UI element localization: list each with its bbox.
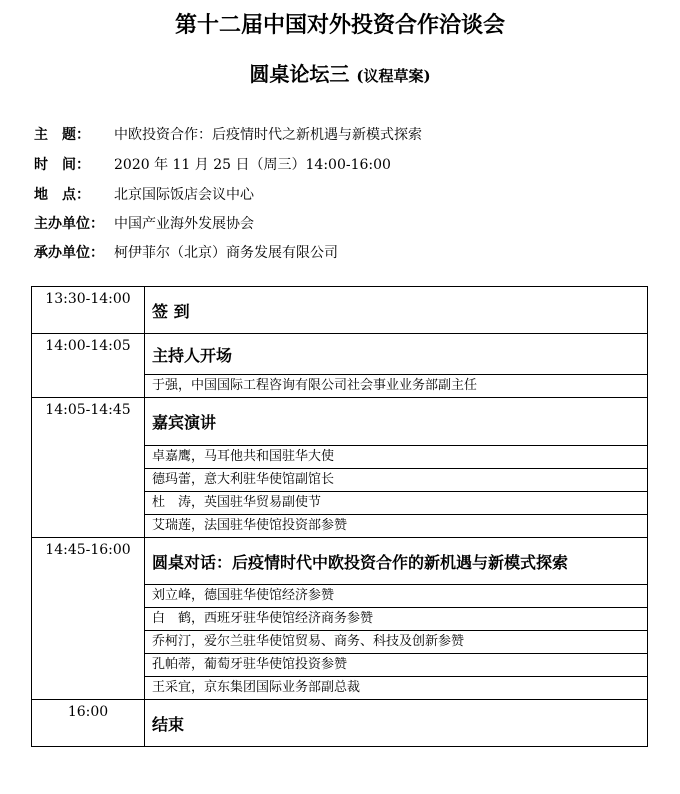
session-title: 签 到 <box>145 287 648 334</box>
table-row <box>32 287 648 334</box>
info-label: 承办单位： <box>34 245 104 261</box>
table-row <box>32 538 648 585</box>
session-title: 圆桌对话：后疫情时代中欧投资合作的新机遇与新模式探索 <box>145 538 648 585</box>
table-row <box>32 334 648 375</box>
info-row-time <box>34 155 391 175</box>
info-label: 时 间： <box>34 157 90 173</box>
speaker-cell: 乔柯汀，爱尔兰驻华使馆贸易、商务、科技及创新参赞 <box>145 631 648 654</box>
info-row-theme <box>34 125 422 145</box>
time-cell: 16:00 <box>32 700 145 747</box>
speaker-cell: 孔帕蒂，葡萄牙驻华使馆投资参赞 <box>145 654 648 677</box>
time-cell: 14:45-16:00 <box>32 538 145 700</box>
time-cell: 13:30-14:00 <box>32 287 145 334</box>
info-row-organizer <box>34 243 338 263</box>
agenda-table <box>31 286 648 747</box>
speaker-cell: 艾瑞莲，法国驻华使馆投资部参赞 <box>145 515 648 538</box>
info-value: 北京国际饭店会议中心 <box>114 187 254 203</box>
info-value: 2020 年 11 月 25 日（周三）14:00-16:00 <box>114 157 391 173</box>
table-row <box>32 700 648 747</box>
info-label: 地 点： <box>34 187 90 203</box>
info-label: 主 题： <box>34 127 90 143</box>
session-title: 结束 <box>145 700 648 747</box>
speaker-cell: 刘立峰，德国驻华使馆经济参赞 <box>145 585 648 608</box>
info-value: 中国产业海外发展协会 <box>114 216 254 232</box>
document-title: 第十二届中国对外投资合作洽谈会 <box>174 12 505 38</box>
speaker-cell: 卓嘉鹰，马耳他共和国驻华大使 <box>145 446 648 469</box>
session-title: 嘉宾演讲 <box>145 398 648 446</box>
info-row-host <box>34 214 254 234</box>
time-cell: 14:00-14:05 <box>32 334 145 398</box>
draft-note: (议程草案) <box>356 67 431 85</box>
info-value: 柯伊菲尔（北京）商务发展有限公司 <box>114 245 338 261</box>
time-cell: 14:05-14:45 <box>32 398 145 538</box>
speaker-cell: 白 鹤，西班牙驻华使馆经济商务参赞 <box>145 608 648 631</box>
forum-name: 圆桌论坛三 <box>249 62 350 86</box>
document-subtitle <box>0 60 680 90</box>
speaker-cell: 德玛蕾，意大利驻华使馆副馆长 <box>145 469 648 492</box>
table-row <box>32 398 648 446</box>
speaker-cell: 王采宜，京东集团国际业务部副总裁 <box>145 677 648 700</box>
speaker-cell: 杜 涛，英国驻华贸易副使节 <box>145 492 648 515</box>
info-value: 中欧投资合作：后疫情时代之新机遇与新模式探索 <box>114 127 422 143</box>
info-label: 主办单位： <box>34 216 104 232</box>
speaker-cell: 于强，中国国际工程咨询有限公司社会事业业务部副主任 <box>145 375 648 398</box>
session-title: 主持人开场 <box>145 334 648 375</box>
info-row-venue <box>34 185 254 205</box>
